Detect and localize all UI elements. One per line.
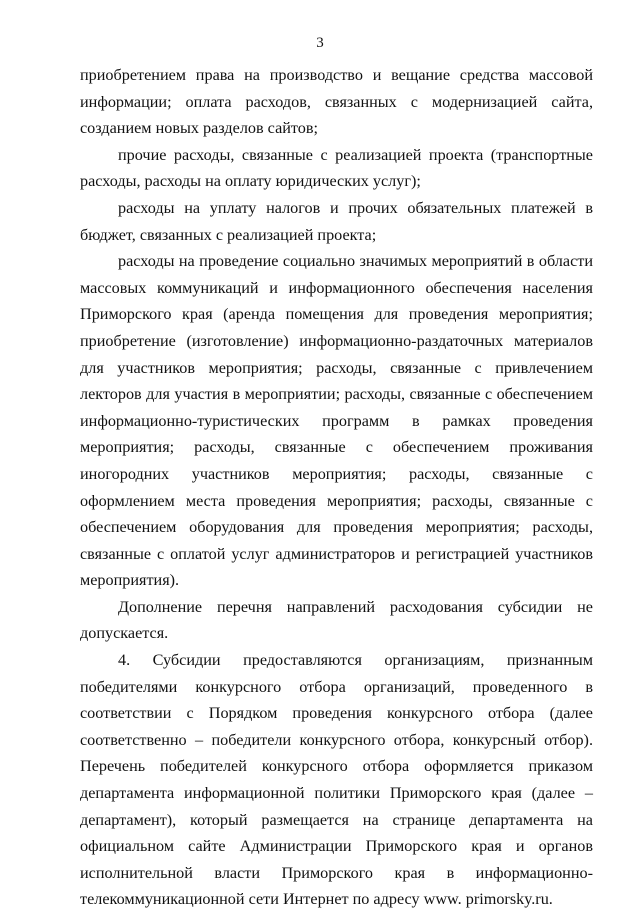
- page-number: 3: [316, 35, 324, 51]
- paragraph-continuation: приобретением права на производство и вещание средства массовой информации; оплата расходов, связанных с модернизацией сайта, созданием новых разделов сайтов;: [80, 66, 593, 138]
- paragraph-taxes: расходы на уплату налогов и прочих обязательных платежей в бюджет, связанных с реализацией проекта;: [80, 198, 593, 244]
- paragraph-clause-4: 4. Субсидии предоставляются организациям, признанным победителями конкурсного отбора организаций, проведенного в соответствии с Порядком проведения конкурсного отбора (далее соответственно – победители конкурсного отбора, конкурсный отбор). Перечень победителей конкурсного отбора оформляется приказом департамента информационной политики Приморского края (далее – департамент), который размещается на странице департамента на официальном сайте Администрации Приморского края и органов исполнительной власти Приморского края в информационно-телекоммуникационной сети Интернет по адресу www. primorsky.ru.: [80, 651, 593, 909]
- paragraph-no-additions: Дополнение перечня направлений расходования субсидии не допускается.: [80, 597, 593, 643]
- document-body: [80, 62, 593, 913]
- paragraph-events: расходы на проведение социально значимых мероприятий в области массовых коммуникаций и информационного обеспечения населения Приморского края (аренда помещения для проведения мероприятия; приобретение (изготовление) информационно-раздаточных материалов для участников мероприятия; расходы, связанные с привлечением лекторов для участия в мероприятии; расходы, связанные с обеспечением информационно-туристических программ в рамках проведения мероприятия; расходы, связанные с обеспечением проживания иногородних участников мероприятия; расходы, связанные с оформлением места проведения мероприятия; расходы, связанные с обеспечением оборудования для проведения мероприятия; расходы, связанные с оплатой услуг администраторов и регистрацией участников мероприятия).: [80, 252, 593, 590]
- paragraph-other-expenses: прочие расходы, связанные с реализацией проекта (транспортные расходы, расходы на оплату юридических услуг);: [80, 145, 593, 191]
